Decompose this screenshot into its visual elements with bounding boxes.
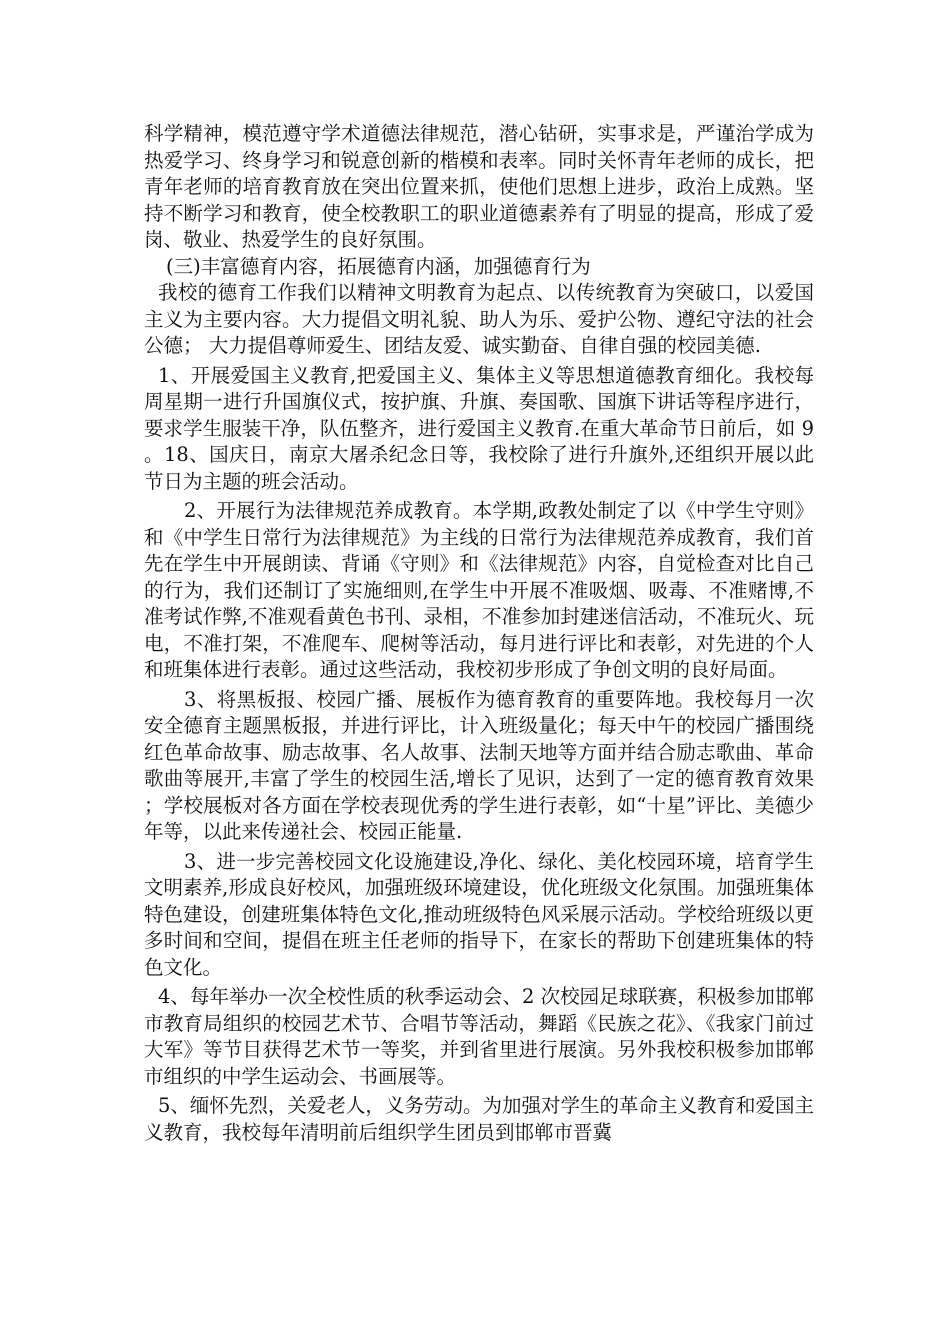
document-page: [144, 121, 814, 1146]
paragraph-item-campus-culture: 3、进一步完善校园文化设施建设,净化、绿化、美化校园环境，培育学生文明素养,形成良好校风，加强班级环境建设，优化班级文化氛围。加强班集体特色建设，创建班集体特色文化,推动班级特色风采展示活动。学校给班级以更多时间和空间，提倡在班主任老师的指导下，在家长的帮助下创建班集体的特色文化。: [144, 849, 814, 979]
paragraph-item-martyrs-volunteer: 5、缅怀先烈，关爱老人，义务劳动。为加强对学生的革命主义教育和爱国主义教育，我校每年清明前后组织学生团员到邯郸市晋冀: [144, 1094, 814, 1144]
paragraph-item-sports-arts: 4、每年举办一次全校性质的秋季运动会、2 次校园足球联赛，积极参加邯郸市教育局组织的校园艺术节、合唱节等活动，舞蹈《民族之花》、《我家门前过大军》等节目获得艺术节一等奖，并到省里进行展演。另外我校积极参加邯郸市组织的中学生运动会、书画展等。: [144, 985, 814, 1088]
paragraph-teacher-ethics-continued: 科学精神，模范遵守学术道德法律规范，潜心钻研，实事求是，严谨治学成为热爱学习、终身学习和锐意创新的楷模和表率。同时关怀青年老师的成长，把青年老师的培育教育放在突出位置来抓，使他们思想上进步，政治上成熟。坚持不断学习和教育，使全校教职工的职业道德素养有了明显的提高，形成了爱岗、敬业、热爱学生的良好氛围。: [144, 122, 814, 251]
paragraph-item-blackboard-broadcast: 3、将黑板报、校园广播、展板作为德育教育的重要阵地。我校每月一次安全德育主题黑板报，并进行评比，计入班级量化；每天中午的校园广播围绕红色革命故事、励志故事、名人故事、法制天地等方面并结合励志歌曲、革命歌曲等展开,丰富了学生的校园生活,增长了见识，达到了一定的德育教育效果；学校展板对各方面在学校表现优秀的学生进行表彰，如“十星”评比、美德少年等，以此来传递社会、校园正能量.: [144, 687, 814, 843]
paragraph-item-behavior-norms: 2、开展行为法律规范养成教育。本学期,政教处制定了以《中学生守则》和《中学生日常行为法律规范》为主线的日常行为法律规范养成教育，我们首先在学生中开展朗读、背诵《守则》和《法律规范》内容，自觉检查对比自己的行为，我们还制订了实施细则,在学生中开展不准吸烟、吸毒、不准赌博,不准考试作弊,不准观看黄色书刊、录相，不准参加封建迷信活动，不准玩火、玩电，不准打架，不准爬车、爬树等活动，每月进行评比和表彰，对先进的个人和班集体进行表彰。通过这些活动，我校初步形成了争创文明的良好局面。: [144, 499, 814, 681]
section-heading-moral-education: (三)丰富德育内容，拓展德育内涵，加强德育行为: [166, 254, 591, 278]
paragraph-item-patriotic-education: 1、开展爱国主义教育,把爱国主义、集体主义等思想道德教育细化。我校每周星期一进行升国旗仪式，按护旗、升旗、奏国歌、国旗下讲话等程序进行，要求学生服装干净，队伍整齐，进行爱国主义教育.在重大革命节日前后，如 9。18、国庆日，南京大屠杀纪念日等，我校除了进行升旗外,还组织开展以此节日为主题的班会活动。: [144, 363, 814, 493]
paragraph-moral-education-intro: 我校的德育工作我们以精神文明教育为起点、以传统教育为突破口，以爱国主义为主要内容。大力提倡文明礼貌、助人为乐、爱护公物、遵纪守法的社会公德； 大力提倡尊师爱生、团结友爱、诚实勤奋、自律自强的校园美德.: [144, 281, 814, 357]
